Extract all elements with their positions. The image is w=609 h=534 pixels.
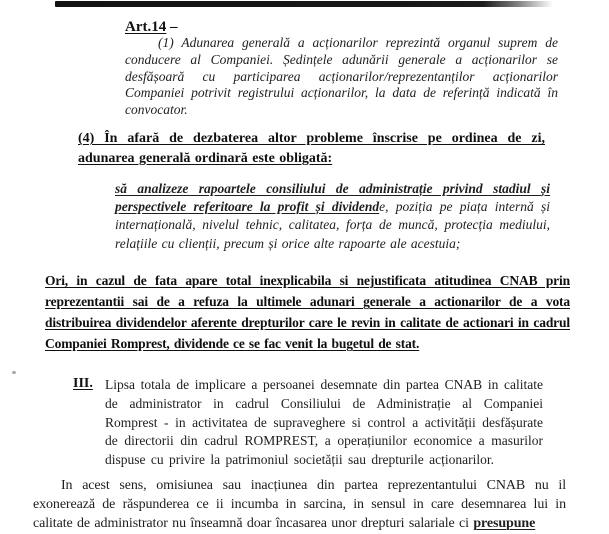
closing-emphasis: presupune bbox=[473, 515, 536, 531]
item-iii-text: Lipsa totala de implicare a persoanei desemnate din partea CNAB in calitate de administrator in cadrul Consiliului de Administrație al Companiei Romprest - in activitatea de supraveghere si control a activității desfășurate de directorii din cadrul ROMPREST, a operațiunilor economice a masurilor dispuse cu privire la patrimoniul societății sau drepturile acționarilor. bbox=[105, 377, 543, 468]
paragraph-1: (1) Adunarea generală a acționarilor reprezintă organul suprem de conducere al Companiei. Ședințele adunării generale a acționarilor se desfășoară cu participarea acționarilor/reprezentanților acționarilor Companiei potrivit registrului acționarilor, la data de referință indicată în convocator. bbox=[125, 35, 558, 118]
article-heading bbox=[125, 19, 178, 36]
obligation-paragraph bbox=[115, 180, 550, 253]
article-dash: – bbox=[166, 19, 178, 35]
scan-artifact-speck bbox=[12, 371, 16, 374]
obligation-emphasized: să analizeze rapoartele consiliului de administrație privind stadiul și perspectivele referitoare la profit și dividend bbox=[115, 181, 550, 215]
scan-artifact-bar bbox=[55, 1, 553, 7]
obligation-continuation: e, poziția pe piața internă și internațională, nivelul tehnic, calitatea, forța de muncă, protecția mediului, relațiile cu clienții, precum și orice alte rapoarte ale acestuia; bbox=[115, 199, 550, 251]
closing-paragraph bbox=[33, 477, 566, 533]
cnab-accusation-paragraph: Ori, in cazul de fata apare total inexplicabila si nejustificata atitudinea CNAB prin reprezentantii sai de a refuza la ultimele adunari generale a actionarilor de a vota distribuirea dividendelor aferente drepturilor care le revin in calitate de actionari in cadrul Companiei Romprest, dividende ce se fac venit la bugetul de stat. bbox=[45, 273, 570, 351]
article-number: Art.14 bbox=[125, 19, 167, 35]
item-iii-number: III. bbox=[73, 376, 93, 391]
paragraph-4-heading: (4) În afară de dezbaterea altor probleme înscrise pe ordinea de zi, adunarea generală ordinară este obligată: bbox=[78, 131, 545, 166]
closing-text: In acest sens, omisiunea sau inacțiunea din partea reprezentantului CNAB nu il exonerează de răspunderea ce ii incumba in sarcina, in sensul in care desemnarea lui in calitate de administrator nu înseamnă doar încasarea unor drepturi salariale ci bbox=[33, 478, 566, 531]
